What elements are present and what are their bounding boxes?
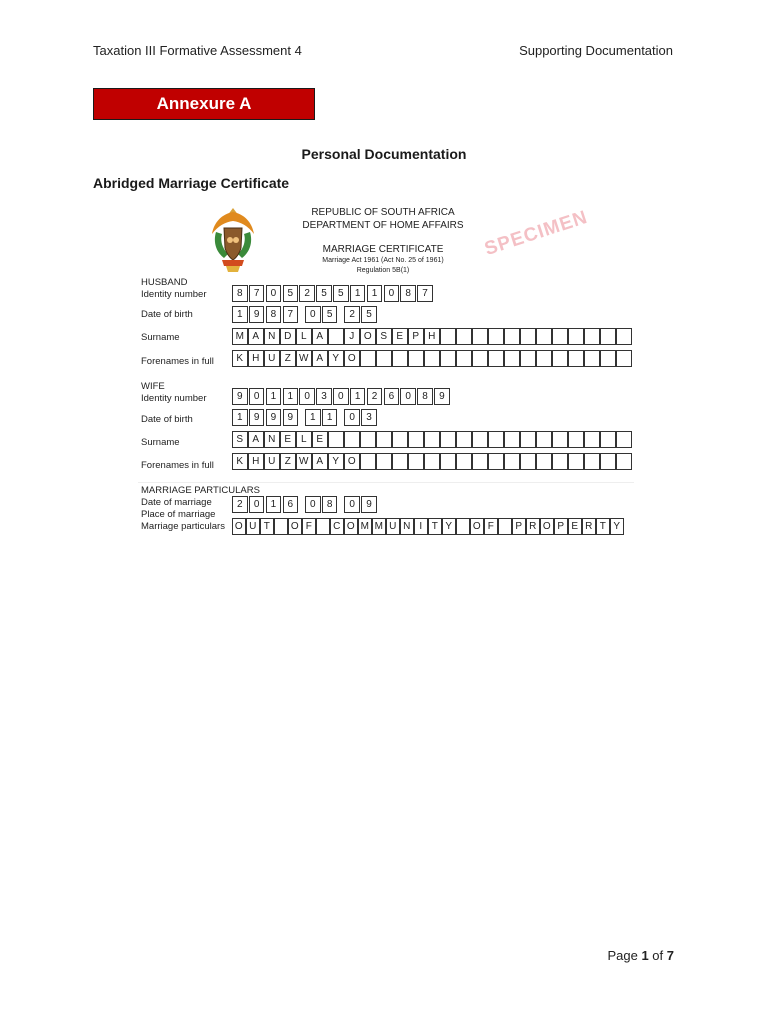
wife-id-label: Identity number [141, 393, 207, 404]
char-box: 0 [305, 496, 321, 513]
char-box: O [344, 350, 360, 367]
char-box [392, 453, 408, 470]
char-box [456, 431, 472, 448]
char-box [376, 350, 392, 367]
char-box [440, 350, 456, 367]
char-box: K [232, 453, 248, 470]
char-box [568, 453, 584, 470]
char-box: 1 [232, 409, 248, 426]
char-box [520, 328, 536, 345]
char-box [440, 328, 456, 345]
marriage-particulars-label: Marriage particulars [141, 521, 225, 532]
char-box [456, 518, 470, 535]
header-left: Taxation III Formative Assessment 4 [93, 43, 302, 58]
husband-id-boxes [232, 285, 434, 302]
char-box: I [414, 518, 428, 535]
char-box: 1 [367, 285, 383, 302]
char-box: 0 [384, 285, 400, 302]
husband-surname-label: Surname [141, 332, 180, 343]
char-box: O [344, 453, 360, 470]
char-box [616, 453, 632, 470]
char-box: 1 [266, 388, 282, 405]
wife-section-label: WIFE [141, 381, 165, 392]
char-box [274, 518, 288, 535]
char-box: E [312, 431, 328, 448]
char-box: S [232, 431, 248, 448]
char-box: N [400, 518, 414, 535]
char-box: Z [280, 453, 296, 470]
char-box: 6 [283, 496, 299, 513]
char-box [408, 431, 424, 448]
char-box: 8 [266, 306, 282, 323]
char-box: 0 [266, 285, 282, 302]
char-box: R [526, 518, 540, 535]
char-box: T [428, 518, 442, 535]
char-box [616, 350, 632, 367]
char-box: M [372, 518, 386, 535]
char-box: 8 [232, 285, 248, 302]
char-box [456, 328, 472, 345]
char-box [520, 453, 536, 470]
char-box: T [596, 518, 610, 535]
char-box: A [312, 350, 328, 367]
char-box [584, 453, 600, 470]
char-box: P [408, 328, 424, 345]
char-box [600, 453, 616, 470]
char-box [328, 431, 344, 448]
husband-forenames-boxes [232, 350, 632, 367]
char-box: 9 [361, 496, 377, 513]
annexure-label: Annexure A [93, 88, 315, 120]
char-box [392, 431, 408, 448]
char-box: S [376, 328, 392, 345]
char-box: O [288, 518, 302, 535]
char-box: 1 [322, 409, 338, 426]
char-box: E [392, 328, 408, 345]
certificate-department: DEPARTMENT OF HOME AFFAIRS [302, 220, 464, 231]
char-box: 5 [333, 285, 349, 302]
char-box: C [330, 518, 344, 535]
char-box: 0 [344, 409, 360, 426]
header-right: Supporting Documentation [519, 43, 673, 58]
char-box: U [246, 518, 260, 535]
char-box: L [296, 431, 312, 448]
char-box: 9 [434, 388, 450, 405]
char-box [616, 431, 632, 448]
char-box [552, 328, 568, 345]
char-box: 7 [417, 285, 433, 302]
char-box: 1 [350, 285, 366, 302]
wife-dob-boxes [232, 409, 378, 426]
char-box: 1 [305, 409, 321, 426]
char-box: 2 [344, 306, 360, 323]
char-box [424, 350, 440, 367]
char-box: U [386, 518, 400, 535]
char-box [552, 350, 568, 367]
char-box [504, 350, 520, 367]
char-box: 8 [417, 388, 433, 405]
char-box [536, 431, 552, 448]
char-box [584, 431, 600, 448]
marriage-place-label: Place of marriage [141, 509, 216, 520]
marriage-section-label: MARRIAGE PARTICULARS [141, 485, 260, 496]
char-box: 8 [400, 285, 416, 302]
char-box [456, 453, 472, 470]
char-box: H [424, 328, 440, 345]
char-box: 2 [232, 496, 248, 513]
char-box: O [344, 518, 358, 535]
char-box [600, 328, 616, 345]
char-box: Y [328, 350, 344, 367]
char-box: 3 [316, 388, 332, 405]
page-total: 7 [666, 948, 674, 963]
section-title: Personal Documentation [301, 146, 467, 162]
char-box [488, 453, 504, 470]
coat-of-arms-icon [208, 206, 258, 274]
char-box: P [554, 518, 568, 535]
char-box [408, 350, 424, 367]
char-box: K [232, 350, 248, 367]
char-box: Z [280, 350, 296, 367]
char-box: F [302, 518, 316, 535]
char-box: T [260, 518, 274, 535]
char-box: N [264, 328, 280, 345]
char-box: Y [442, 518, 456, 535]
char-box: 0 [305, 306, 321, 323]
wife-forenames-label: Forenames in full [141, 460, 214, 471]
char-box: 5 [283, 285, 299, 302]
certificate-republic: REPUBLIC OF SOUTH AFRICA [311, 207, 455, 218]
char-box: 9 [249, 306, 265, 323]
char-box [600, 350, 616, 367]
char-box [440, 431, 456, 448]
char-box [488, 431, 504, 448]
wife-id-boxes [232, 388, 451, 405]
page-current: 1 [641, 948, 649, 963]
char-box: U [264, 453, 280, 470]
husband-section-label: HUSBAND [141, 277, 188, 288]
char-box [472, 350, 488, 367]
char-box: 5 [316, 285, 332, 302]
char-box [498, 518, 512, 535]
char-box [424, 453, 440, 470]
wife-forenames-boxes [232, 453, 632, 470]
char-box [536, 453, 552, 470]
char-box: D [280, 328, 296, 345]
certificate-title: MARRIAGE CERTIFICATE [322, 244, 444, 255]
char-box: O [470, 518, 484, 535]
char-box [360, 350, 376, 367]
marriage-date-boxes [232, 496, 378, 513]
char-box: H [248, 350, 264, 367]
char-box [504, 453, 520, 470]
char-box [520, 350, 536, 367]
char-box: 8 [322, 496, 338, 513]
char-box [344, 431, 360, 448]
char-box: 0 [333, 388, 349, 405]
husband-dob-label: Date of birth [141, 309, 193, 320]
marriage-particulars-boxes [232, 518, 624, 535]
char-box [584, 328, 600, 345]
char-box: 5 [361, 306, 377, 323]
wife-surname-boxes [232, 431, 632, 448]
char-box: L [296, 328, 312, 345]
char-box: 1 [266, 496, 282, 513]
char-box [424, 431, 440, 448]
char-box: 0 [249, 388, 265, 405]
char-box: F [484, 518, 498, 535]
certificate-act: Marriage Act 1961 (Act No. 25 of 1961) [322, 257, 444, 264]
char-box: E [568, 518, 582, 535]
char-box: N [264, 431, 280, 448]
char-box [584, 350, 600, 367]
char-box: A [248, 431, 264, 448]
char-box: 0 [249, 496, 265, 513]
char-box [568, 431, 584, 448]
char-box [376, 431, 392, 448]
char-box: E [280, 431, 296, 448]
section-divider [138, 482, 634, 483]
char-box [376, 453, 392, 470]
wife-dob-label: Date of birth [141, 414, 193, 425]
page-of: of [648, 948, 667, 963]
char-box [488, 328, 504, 345]
char-box: P [512, 518, 526, 535]
char-box: H [248, 453, 264, 470]
char-box [328, 328, 344, 345]
char-box [392, 350, 408, 367]
char-box: 1 [350, 388, 366, 405]
char-box: 7 [283, 306, 299, 323]
char-box: 0 [299, 388, 315, 405]
char-box: Y [328, 453, 344, 470]
char-box: 5 [322, 306, 338, 323]
char-box: W [296, 350, 312, 367]
char-box [552, 453, 568, 470]
char-box: 0 [344, 496, 360, 513]
wife-surname-label: Surname [141, 437, 180, 448]
document-title: Abridged Marriage Certificate [93, 175, 290, 191]
char-box [316, 518, 330, 535]
char-box: 2 [367, 388, 383, 405]
husband-dob-boxes [232, 306, 378, 323]
char-box: 3 [361, 409, 377, 426]
char-box: O [540, 518, 554, 535]
char-box [360, 431, 376, 448]
specimen-watermark: SPECIMEN [482, 206, 591, 260]
marriage-date-label: Date of marriage [141, 497, 212, 508]
page-number [607, 948, 674, 963]
char-box: M [358, 518, 372, 535]
char-box [408, 453, 424, 470]
char-box [472, 431, 488, 448]
char-box [360, 453, 376, 470]
char-box [600, 431, 616, 448]
char-box [616, 328, 632, 345]
char-box: O [232, 518, 246, 535]
char-box: 1 [283, 388, 299, 405]
char-box [552, 431, 568, 448]
husband-surname-boxes [232, 328, 632, 345]
char-box [488, 350, 504, 367]
char-box: 9 [266, 409, 282, 426]
char-box: O [360, 328, 376, 345]
char-box [456, 350, 472, 367]
page-prefix: Page [607, 948, 642, 963]
char-box [536, 328, 552, 345]
char-box: 9 [249, 409, 265, 426]
char-box: 1 [232, 306, 248, 323]
marriage-certificate [128, 200, 644, 540]
char-box: U [264, 350, 280, 367]
husband-id-label: Identity number [141, 289, 207, 300]
char-box: A [312, 328, 328, 345]
char-box: 6 [384, 388, 400, 405]
char-box [504, 328, 520, 345]
char-box [568, 328, 584, 345]
char-box: M [232, 328, 248, 345]
char-box: 2 [299, 285, 315, 302]
char-box: 7 [249, 285, 265, 302]
char-box: R [582, 518, 596, 535]
char-box: W [296, 453, 312, 470]
char-box [536, 350, 552, 367]
husband-forenames-label: Forenames in full [141, 356, 214, 367]
char-box [520, 431, 536, 448]
char-box: A [312, 453, 328, 470]
char-box [472, 328, 488, 345]
char-box [568, 350, 584, 367]
char-box: 9 [232, 388, 248, 405]
char-box: A [248, 328, 264, 345]
certificate-regulation: Regulation 5B(1) [356, 267, 410, 274]
char-box: 0 [400, 388, 416, 405]
char-box: J [344, 328, 360, 345]
char-box: Y [610, 518, 624, 535]
char-box [504, 431, 520, 448]
char-box [440, 453, 456, 470]
char-box [472, 453, 488, 470]
char-box: 9 [283, 409, 299, 426]
